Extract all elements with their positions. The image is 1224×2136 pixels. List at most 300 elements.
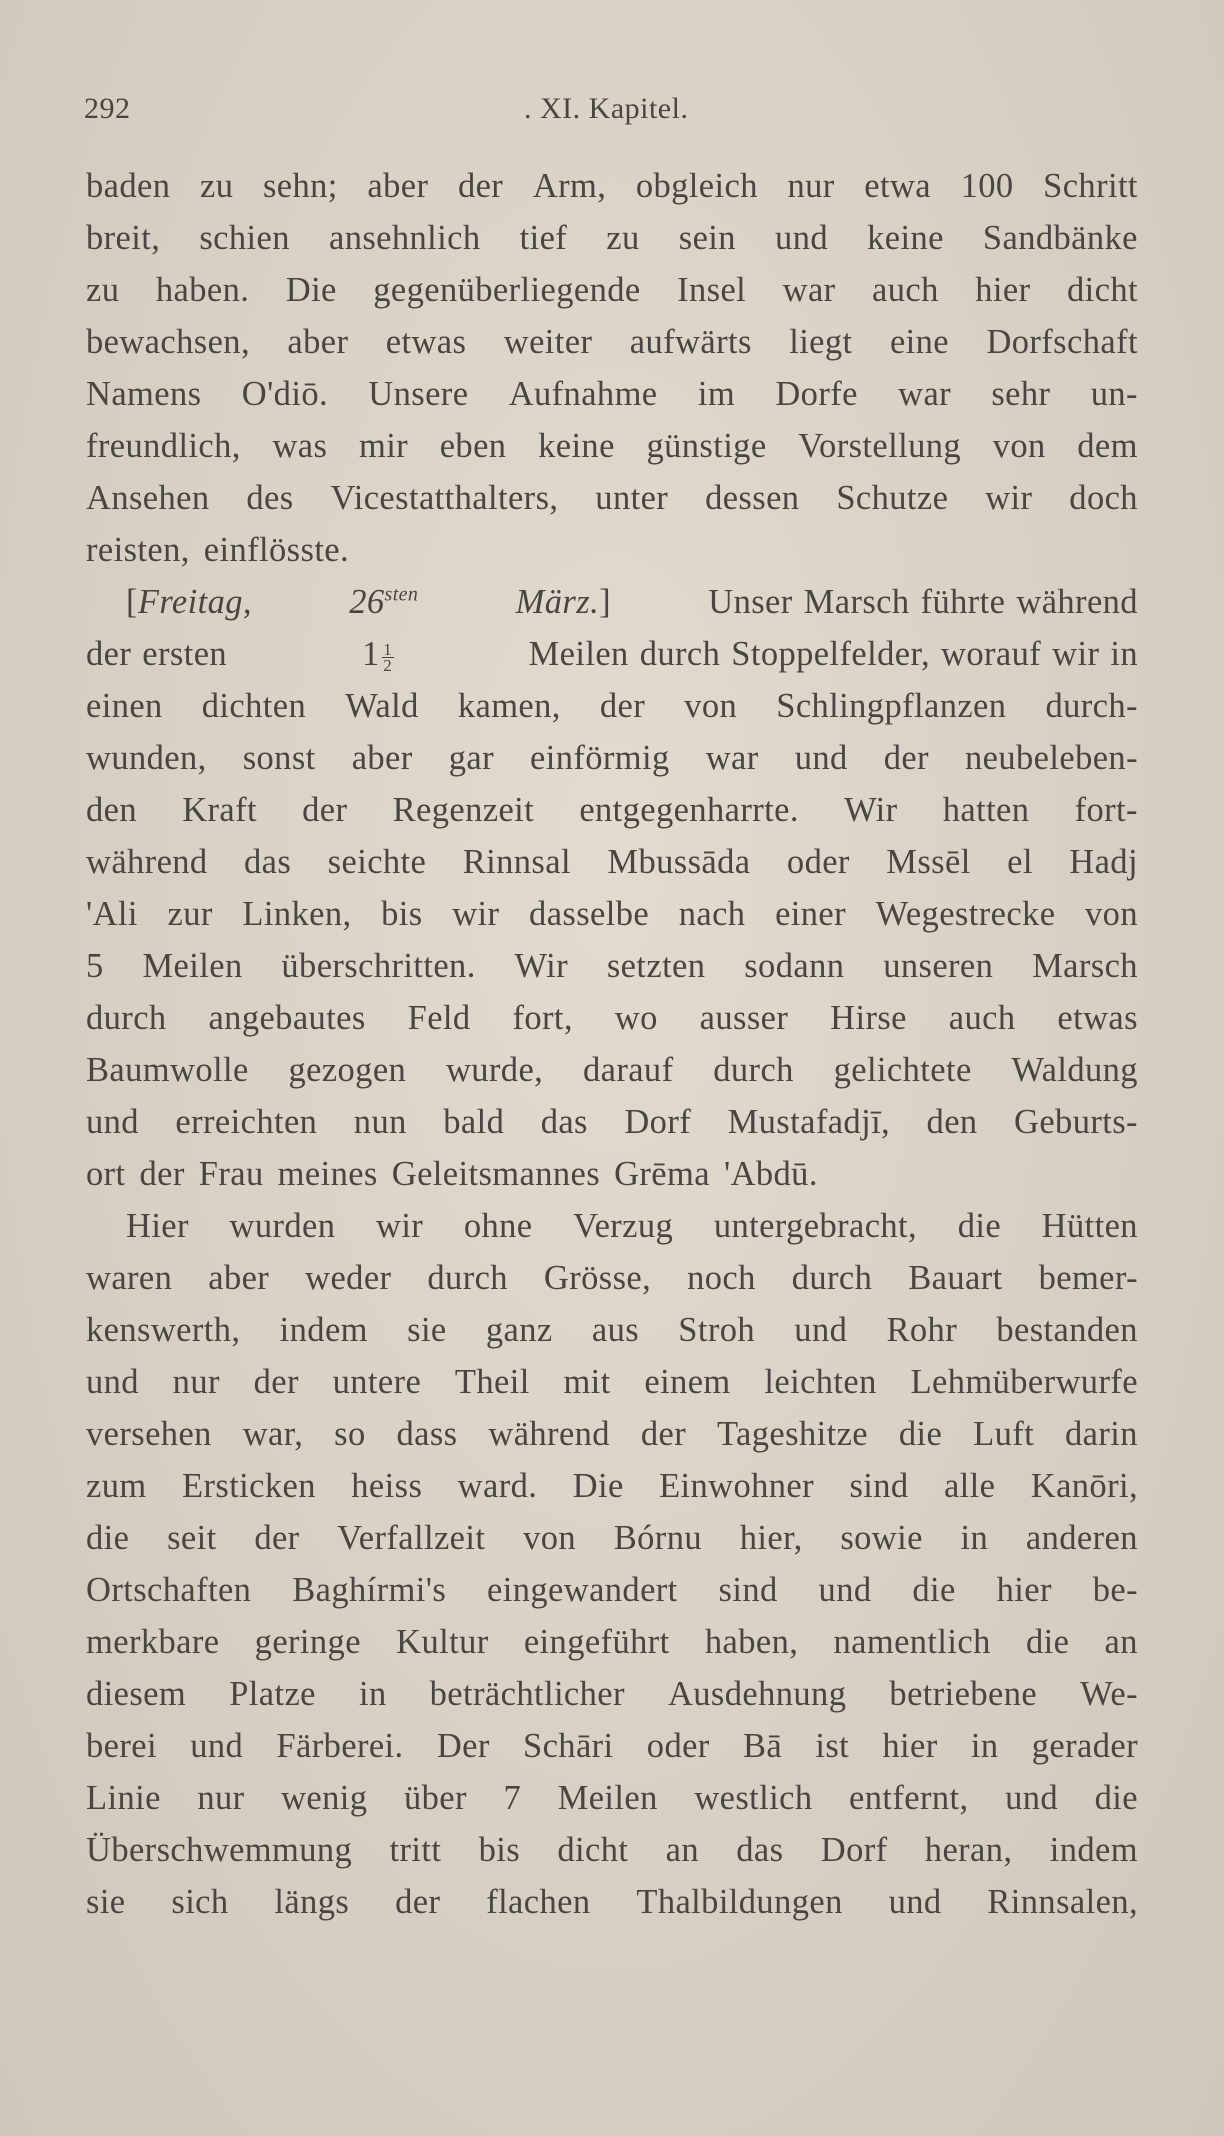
word: während xyxy=(488,1415,610,1453)
word: wir xyxy=(452,895,500,933)
word: indem xyxy=(279,1311,368,1349)
text-line xyxy=(86,680,1138,732)
date-superscript: sten xyxy=(384,583,419,606)
date-month: März. xyxy=(515,583,600,621)
word: Einwohner xyxy=(659,1467,815,1505)
word: 5 xyxy=(86,947,104,985)
word: einen xyxy=(86,687,163,725)
page-header xyxy=(84,92,1134,132)
word: sodann xyxy=(744,947,845,985)
word: fort- xyxy=(1074,791,1138,829)
word: oder xyxy=(786,843,850,881)
word: Wegestrecke xyxy=(875,895,1056,933)
word: der xyxy=(395,1883,441,1921)
word: nur xyxy=(787,167,835,205)
word: Aufnahme xyxy=(508,375,658,413)
word: Wald xyxy=(345,687,419,725)
word: nur xyxy=(172,1363,220,1401)
word: 100 xyxy=(960,167,1014,205)
word: unter xyxy=(595,479,669,517)
word: der xyxy=(139,1155,185,1193)
word: die xyxy=(86,1519,130,1557)
word: zur xyxy=(167,895,213,933)
word: von xyxy=(992,427,1046,465)
word: merkbare xyxy=(86,1623,220,1661)
text-line xyxy=(86,1356,1138,1408)
word: Schlingpflanzen xyxy=(776,687,1007,725)
word: Färberei. xyxy=(276,1727,404,1765)
word: und xyxy=(190,1727,244,1765)
word: Sandbänke xyxy=(982,219,1138,257)
word: heiss xyxy=(351,1467,423,1505)
word: meines xyxy=(277,1155,378,1193)
word: der xyxy=(254,1519,300,1557)
word: im xyxy=(697,375,736,413)
word: von xyxy=(684,687,738,725)
text-line xyxy=(86,1876,1138,1928)
word: Lehmüberwurfe xyxy=(910,1363,1138,1401)
word: Vicestatthalters, xyxy=(330,479,559,517)
word: Mustafadjī, xyxy=(727,1103,891,1141)
word: bis xyxy=(478,1831,521,1869)
word: von xyxy=(1085,895,1138,933)
word: Vorstellung xyxy=(798,427,962,465)
word: darauf xyxy=(582,1051,674,1089)
word: wenig xyxy=(281,1779,368,1817)
word: die xyxy=(898,1415,943,1453)
word: Linken, xyxy=(242,895,352,933)
text-line xyxy=(86,1044,1138,1096)
word: Meilen xyxy=(142,947,243,985)
word: Meilen xyxy=(557,1779,658,1817)
word: des xyxy=(246,479,294,517)
text-line xyxy=(86,1720,1138,1772)
word: Ansehen xyxy=(86,479,210,517)
word: diesem xyxy=(86,1675,187,1713)
word: Ersticken xyxy=(182,1467,316,1505)
text-line xyxy=(86,888,1138,940)
word: seit xyxy=(167,1519,217,1557)
word: längs xyxy=(274,1883,350,1921)
word: aber xyxy=(208,1259,270,1297)
word: einförmig xyxy=(530,739,670,777)
word: gelichtete xyxy=(833,1051,972,1089)
word: Namens xyxy=(86,375,202,413)
word: baden xyxy=(86,167,171,205)
word: auch xyxy=(948,999,1016,1037)
word: sind xyxy=(849,1467,909,1505)
word: sehn; xyxy=(262,167,338,205)
word: nur xyxy=(197,1779,245,1817)
word: Feld xyxy=(407,999,471,1037)
word: Bauart xyxy=(908,1259,1003,1297)
word: und xyxy=(888,1883,942,1921)
word: doch xyxy=(1069,479,1138,517)
word: Tageshitze xyxy=(716,1415,868,1453)
word: Rinnsalen, xyxy=(987,1883,1138,1921)
word: in xyxy=(358,1675,387,1713)
word: geringe xyxy=(254,1623,361,1661)
word: bald xyxy=(443,1103,505,1141)
word: den xyxy=(86,791,138,829)
text-line xyxy=(86,316,1138,368)
word: Kultur xyxy=(396,1623,489,1661)
text-line xyxy=(86,160,1138,212)
word: Wir xyxy=(514,947,569,985)
word: Hirse xyxy=(830,999,907,1037)
word: von xyxy=(523,1519,577,1557)
word: sie xyxy=(407,1311,447,1349)
word: bewachsen, xyxy=(86,323,250,361)
word: nach xyxy=(678,895,746,933)
word: etwa xyxy=(864,167,931,205)
word: Geburts- xyxy=(1014,1103,1138,1141)
fraction-line xyxy=(86,628,1138,680)
word: kamen, xyxy=(457,687,561,725)
word: namentlich xyxy=(833,1623,991,1661)
word: Rohr xyxy=(886,1311,958,1349)
word: dasselbe xyxy=(529,895,650,933)
text-line xyxy=(86,1200,1138,1252)
word: weiter xyxy=(503,323,593,361)
word: so xyxy=(334,1415,366,1453)
word: Hadj xyxy=(1069,843,1138,881)
word: setzten xyxy=(606,947,706,985)
word: untergebracht, xyxy=(713,1207,918,1245)
word: gerader xyxy=(1031,1727,1138,1765)
word: 7 xyxy=(503,1779,522,1817)
word: sowie xyxy=(840,1519,923,1557)
word: etwas xyxy=(1057,999,1138,1037)
word: Die xyxy=(572,1467,624,1505)
word: auch xyxy=(872,271,939,309)
word: kenswerth, xyxy=(86,1311,241,1349)
word: das xyxy=(244,843,292,881)
word: ist xyxy=(815,1727,850,1765)
word: die xyxy=(1094,1779,1138,1817)
word: der xyxy=(457,167,504,205)
word: und xyxy=(818,1571,872,1609)
word: bemer- xyxy=(1038,1259,1138,1297)
word: tritt xyxy=(389,1831,442,1869)
word: Dorfe xyxy=(775,375,858,413)
word: Verzug xyxy=(573,1207,674,1245)
word: Waldung xyxy=(1011,1051,1138,1089)
fraction-before: der ersten xyxy=(86,635,228,673)
text-line xyxy=(86,1824,1138,1876)
text-line xyxy=(86,264,1138,316)
word: zum xyxy=(86,1467,147,1505)
word: Grösse, xyxy=(543,1259,652,1297)
word: Hütten xyxy=(1041,1207,1138,1245)
word: war xyxy=(782,271,836,309)
word: gar xyxy=(448,739,494,777)
word: Frau xyxy=(198,1155,264,1193)
word: war xyxy=(705,739,759,777)
word: Dorfschaft xyxy=(986,323,1138,361)
word: überschritten. xyxy=(281,947,476,985)
word: dem xyxy=(1077,427,1138,465)
date-entry-line xyxy=(86,576,1138,628)
word: wir xyxy=(376,1207,424,1245)
word: sie xyxy=(86,1883,126,1921)
word: schien xyxy=(199,219,290,257)
word: Mbussāda xyxy=(607,843,751,881)
word: mir xyxy=(358,427,409,465)
word: entfernt, xyxy=(849,1779,969,1817)
word: einflösste. xyxy=(203,531,350,569)
word: hier, xyxy=(739,1519,803,1557)
word: hier xyxy=(882,1727,938,1765)
fraction-after: Meilen durch Stoppelfelder, worauf wir in xyxy=(528,635,1138,673)
word: ansehnlich xyxy=(328,219,481,257)
word: liegt xyxy=(789,323,853,361)
word: wir xyxy=(985,479,1033,517)
word: zu xyxy=(199,167,234,205)
word: eingeführt xyxy=(523,1623,670,1661)
text-line xyxy=(86,784,1138,836)
word: weder xyxy=(305,1259,392,1297)
word: Geleitsmannes xyxy=(391,1155,601,1193)
word: angebautes xyxy=(208,999,366,1037)
word: bestanden xyxy=(996,1311,1138,1349)
text-line xyxy=(86,524,1138,576)
text-line xyxy=(86,368,1138,420)
text-line xyxy=(86,940,1138,992)
word: sonst xyxy=(242,739,316,777)
text-line xyxy=(86,1304,1138,1356)
word: Schutze xyxy=(836,479,949,517)
word: waren xyxy=(86,1259,173,1297)
word: was xyxy=(272,427,328,465)
word: keine xyxy=(867,219,944,257)
date-day: Freitag, xyxy=(137,583,252,621)
word: sind xyxy=(718,1571,778,1609)
word: heran, xyxy=(924,1831,1013,1869)
word: die xyxy=(957,1207,1002,1245)
word: Marsch xyxy=(1032,947,1138,985)
word: eine xyxy=(889,323,950,361)
word: sehr xyxy=(991,375,1051,413)
text-line xyxy=(86,836,1138,888)
fraction-numerator: 1 xyxy=(383,639,393,659)
body-text xyxy=(86,160,1138,1928)
word: der xyxy=(302,791,348,829)
text-line xyxy=(86,1096,1138,1148)
word: zu xyxy=(606,219,640,257)
word: Insel xyxy=(677,271,747,309)
word: ganz xyxy=(485,1311,553,1349)
word: untere xyxy=(332,1363,422,1401)
word: Kraft xyxy=(182,791,257,829)
word: ausser xyxy=(699,999,789,1037)
word: breit, xyxy=(86,219,161,257)
word: während xyxy=(86,843,208,881)
word: sich xyxy=(171,1883,229,1921)
word: dass xyxy=(396,1415,458,1453)
word: Bórnu xyxy=(613,1519,702,1557)
text-line xyxy=(86,472,1138,524)
text-line xyxy=(86,1252,1138,1304)
fraction xyxy=(382,639,394,675)
word: und xyxy=(86,1103,139,1141)
word: wurde, xyxy=(445,1051,544,1089)
word: Ortschaften xyxy=(86,1571,252,1609)
word: seichte xyxy=(327,843,427,881)
word: neubeleben- xyxy=(965,739,1138,777)
word: westlich xyxy=(694,1779,813,1817)
text-line xyxy=(86,732,1138,784)
word: bis xyxy=(381,895,423,933)
text-line xyxy=(86,1772,1138,1824)
word: durch xyxy=(427,1259,508,1297)
word: Baghírmi's xyxy=(292,1571,447,1609)
word: un- xyxy=(1090,375,1138,413)
word: reisten, xyxy=(86,531,190,569)
fraction-whole: 1 xyxy=(361,635,380,673)
word: Dorf xyxy=(820,1831,888,1869)
word: der xyxy=(883,739,929,777)
text-line xyxy=(86,1616,1138,1668)
word: flachen xyxy=(486,1883,591,1921)
word: dessen xyxy=(705,479,800,517)
text-line xyxy=(86,1668,1138,1720)
text-line xyxy=(86,420,1138,472)
word: Thalbildungen xyxy=(636,1883,843,1921)
word: der xyxy=(253,1363,299,1401)
word: hier xyxy=(975,271,1031,309)
word: Wir xyxy=(844,791,898,829)
word: ort xyxy=(86,1155,126,1193)
word: und xyxy=(1005,1779,1059,1817)
word: Grēma xyxy=(614,1155,710,1193)
word: etwas xyxy=(385,323,467,361)
word: 'Ali xyxy=(86,895,138,933)
word: haben. xyxy=(155,271,250,309)
text-line xyxy=(86,1564,1138,1616)
page-number: 292 xyxy=(84,92,131,125)
word: el xyxy=(1007,843,1033,881)
word: keine xyxy=(538,427,615,465)
word: aber xyxy=(287,323,349,361)
word: noch xyxy=(687,1259,756,1297)
word: oder xyxy=(646,1727,710,1765)
word: Linie xyxy=(86,1779,161,1817)
word: der xyxy=(599,687,646,725)
word: und xyxy=(775,219,828,257)
word: aber xyxy=(367,167,429,205)
word: und xyxy=(86,1363,139,1401)
word: erreichten xyxy=(175,1103,318,1141)
word: dicht xyxy=(557,1831,629,1869)
word: Rinnsal xyxy=(462,843,571,881)
word: den xyxy=(926,1103,978,1141)
text-line xyxy=(86,1512,1138,1564)
word: zu xyxy=(86,271,120,309)
word: Baumwolle xyxy=(86,1051,249,1089)
date-line-rest: Unser Marsch führte während xyxy=(708,583,1138,621)
word: unseren xyxy=(883,947,994,985)
word: alle xyxy=(943,1467,996,1505)
word: beträchtlicher xyxy=(429,1675,625,1713)
word: eben xyxy=(439,427,507,465)
word: durch xyxy=(86,999,167,1037)
word: das xyxy=(736,1831,784,1869)
word: sein xyxy=(678,219,736,257)
word: wunden, xyxy=(86,739,207,777)
word: ohne xyxy=(463,1207,533,1245)
running-head: . XI. Kapitel. xyxy=(524,92,689,125)
word: Verfallzeit xyxy=(337,1519,486,1557)
word: Luft xyxy=(973,1415,1035,1453)
word: haben, xyxy=(704,1623,799,1661)
word: wo xyxy=(614,999,658,1037)
word: gezogen xyxy=(288,1051,407,1089)
word: durch xyxy=(791,1259,873,1297)
word: Platze xyxy=(229,1675,316,1713)
word: hier xyxy=(996,1571,1052,1609)
word: eingewandert xyxy=(487,1571,678,1609)
word: aufwärts xyxy=(629,323,752,361)
word: war xyxy=(898,375,952,413)
word: obgleich xyxy=(635,167,758,205)
word: hatten xyxy=(942,791,1030,829)
word: und xyxy=(794,739,848,777)
word: entgegenharrte. xyxy=(579,791,799,829)
word: gegenüberliegende xyxy=(373,271,641,309)
word: versehen xyxy=(86,1415,212,1453)
word: leichten xyxy=(764,1363,877,1401)
word: durch- xyxy=(1045,687,1138,725)
word: Dorf xyxy=(624,1103,692,1141)
date-bracket-open: [ xyxy=(126,583,138,621)
word: 'Abdū. xyxy=(723,1155,818,1193)
word: berei xyxy=(86,1727,157,1765)
word: durch xyxy=(713,1051,794,1089)
word: wurden xyxy=(229,1207,336,1245)
word: nun xyxy=(353,1103,407,1141)
word: O'diō. xyxy=(241,375,328,413)
date-bracket-close: ] xyxy=(599,583,611,621)
word: über xyxy=(403,1779,467,1817)
word: das xyxy=(540,1103,588,1141)
word: fort, xyxy=(512,999,573,1037)
word: in xyxy=(960,1519,989,1557)
word: indem xyxy=(1049,1831,1138,1869)
word: darin xyxy=(1064,1415,1138,1453)
word: günstige xyxy=(646,427,767,465)
word: Bā xyxy=(742,1727,783,1765)
text-line xyxy=(86,1148,1138,1200)
word: die xyxy=(1025,1623,1070,1661)
word: aus xyxy=(591,1311,640,1349)
word: Unsere xyxy=(368,375,469,413)
word: Arm, xyxy=(532,167,607,205)
word: einer xyxy=(775,895,847,933)
word: We- xyxy=(1080,1675,1138,1713)
word: Mssēl xyxy=(886,843,971,881)
word: Ausdehnung xyxy=(667,1675,847,1713)
word: Regenzeit xyxy=(392,791,535,829)
word: und xyxy=(794,1311,848,1349)
word: tief xyxy=(519,219,568,257)
word: ward. xyxy=(457,1467,538,1505)
word: Theil xyxy=(454,1363,530,1401)
date-number: 26 xyxy=(349,583,385,621)
word: Stroh xyxy=(678,1311,756,1349)
word: Die xyxy=(285,271,337,309)
word: Kanōri, xyxy=(1030,1467,1138,1505)
